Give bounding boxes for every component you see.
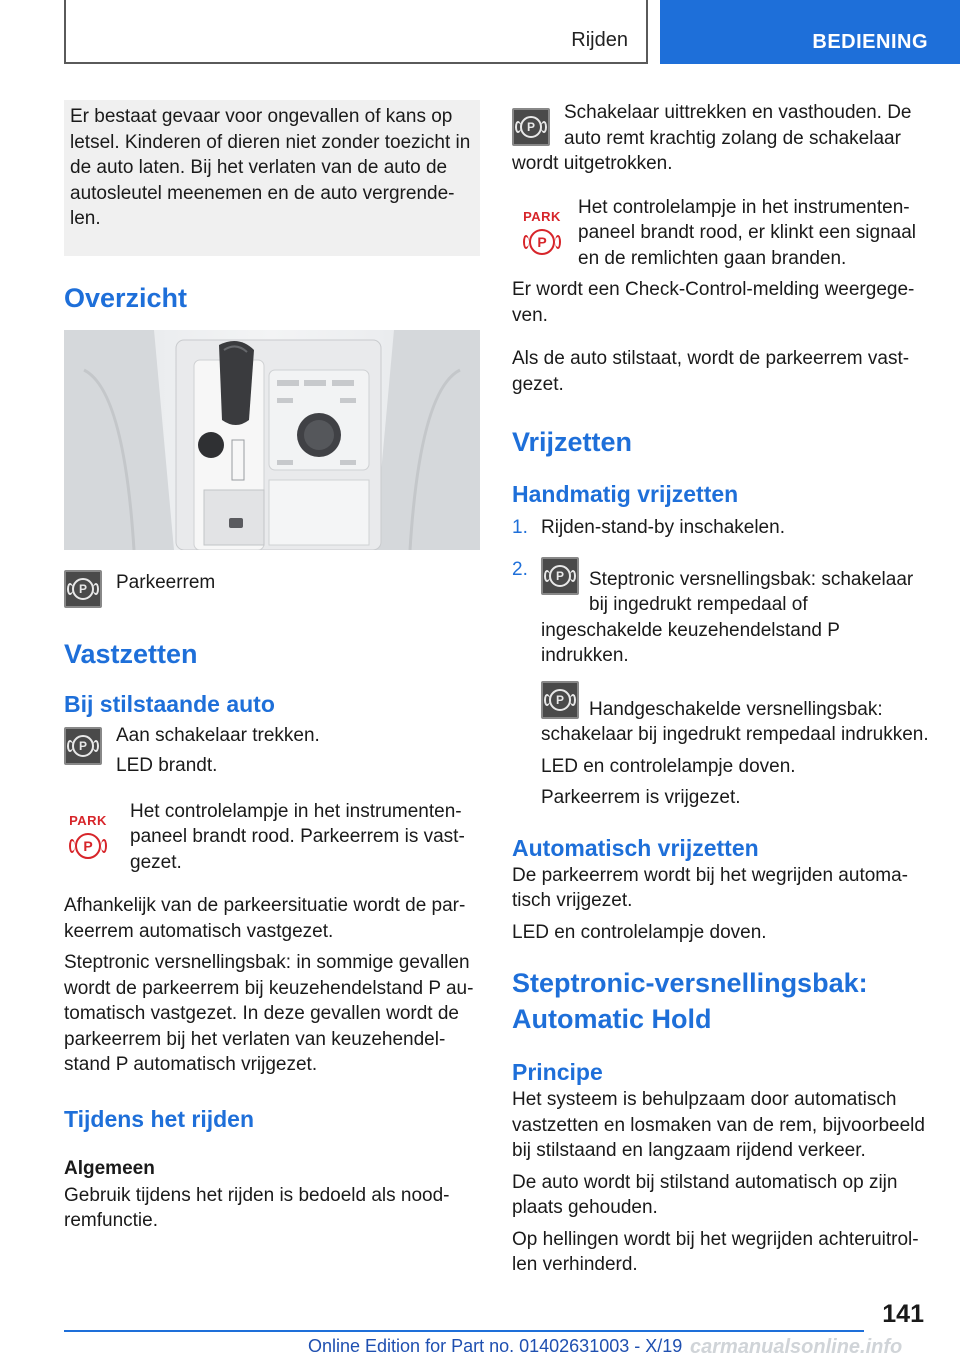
overview-heading: Overzicht (64, 282, 188, 313)
chapter-title: BEDIENING (812, 31, 928, 53)
warning-text: Er bestaat gevaar voor ongevallen of kans op letsel. Kinderen of dieren niet zonder toezicht in de auto laten. Bij het verlaten van de auto de autosleutel meenemen en de auto vergrende-len. (70, 106, 471, 229)
hold-text-1: Het systeem is behulpzaam door automatisch vastzetten en losmaken van de rem, bijvoorbeeld bij stilstaand en langzaam rijdend verkeer. (512, 1089, 925, 1161)
page-number: 141 (882, 1300, 924, 1328)
right-warning-row (512, 195, 928, 272)
pull-step (64, 723, 480, 779)
warning-light-text: Het controlelampje in het instrumenten-paneel brandt rood. Parkeerrem is vast-gezet. (130, 800, 465, 873)
right-column (512, 100, 928, 1278)
parking-brake-icon: P (64, 727, 102, 765)
right-warning-text: Het controlelampje in het instrumenten-paneel brandt rood, er klinkt een signaal en de remlichten gaan branden. (578, 196, 917, 269)
hold-text-3: Op hellingen wordt bij het wegrijden achteruitrol-len verhinderd. (512, 1228, 919, 1275)
release-step-2: 2. P Steptronic versnellingsbak: schakelaar bij ingedrukt rempedaal of ingeschakelde keuzehendelstand P indrukken. (512, 557, 928, 669)
park-warning-icon: PARK P (518, 209, 566, 261)
pull-hold-text: Schakelaar uittrekken en vasthouden. De auto remt krachtig zolang de schakelaar wordt uitgetrokken. (512, 102, 912, 174)
stilstaand-heading: Bij stilstaande auto (64, 690, 275, 717)
release-step-1-text: Rijden-stand-by inschakelen. (541, 517, 785, 538)
warning-box (64, 100, 480, 256)
header-box (64, 0, 648, 64)
hold-heading: Steptronic-versnellingsbak: Automatic Hold (512, 968, 868, 1034)
warning-light-row (64, 799, 480, 876)
auto-led-text: LED en controlelampje doven. (512, 921, 767, 943)
manual-gearbox (512, 681, 928, 811)
manual-gearbox-text: Handgeschakelde versnellingsbak: schakelaar bij ingedrukt rempedaal indrukken. (541, 698, 929, 745)
auto-apply-text: Afhankelijk van de parkeersituatie wordt de par-keerrem automatisch vastgezet. (64, 895, 466, 942)
edition-text: Online Edition for Part no. 01402631003 - X/19 (308, 1336, 683, 1356)
released-text: Parkeerrem is vrijgezet. (541, 787, 741, 808)
parking-brake-icon: P (512, 108, 550, 146)
pull-step-text: Aan schakelaar trekken. (116, 724, 320, 746)
release-step-1: 1. Rijden-stand-by inschakelen. (512, 515, 928, 541)
handmatig-heading: Handmatig vrijzetten (512, 481, 739, 507)
parking-brake-icon: P (541, 557, 579, 595)
check-control-text: Er wordt een Check-Control-melding weergege-ven. (512, 279, 915, 326)
led-off-text: LED en controlelampje doven. (541, 755, 796, 777)
watermark: carmanualsonline.info (690, 1336, 903, 1358)
vastzetten-heading: Vastzetten (64, 638, 198, 669)
release-step-2-text: Steptronic versnellingsbak: schakelaar bij ingedrukt rempedaal of ingeschakelde keuzehendelstand P indrukken. (541, 568, 914, 666)
footer-rule (64, 1330, 864, 1332)
pull-hold-row (512, 100, 928, 177)
park-warning-icon: PARK P (64, 813, 112, 865)
led-text: LED brandt. (116, 755, 218, 776)
hold-text-2: De auto wordt bij stilstand automatisch op zijn plaats gehouden. (512, 1171, 898, 1218)
tijdens-heading: Tijdens het rijden (64, 1105, 254, 1132)
algemeen-heading: Algemeen (64, 1157, 155, 1179)
release-steps (512, 515, 928, 811)
standstill-text: Als de auto stilstaat, wordt de parkeerrem vast-gezet. (512, 348, 910, 395)
console-photo (64, 330, 480, 550)
vrijzetten-heading: Vrijzetten (512, 427, 633, 457)
section-title: Rijden (571, 29, 628, 51)
principe-heading: Principe (512, 1059, 603, 1085)
caption-row (64, 570, 480, 612)
chapter-tab (660, 0, 960, 64)
tijdens-text: Gebruik tijdens het rijden is bedoeld als nood-remfunctie. (64, 1184, 450, 1231)
parking-brake-icon: P (541, 681, 579, 719)
parking-brake-icon: P (64, 570, 102, 608)
caption-text: Parkeerrem (116, 571, 216, 593)
console-illustration (64, 330, 480, 550)
auto-release-text: De parkeerrem wordt bij het wegrijden automa-tisch vrijgezet. (512, 864, 909, 911)
steptronic-text: Steptronic versnellingsbak: in sommige gevallen wordt de parkeerrem bij keuzehendelstand P au-tomatisch vastgezet. In deze gevallen wordt de parkeerrem bij het verlaten van keuzehendel-stand P automatisch vrijgezet. (64, 952, 474, 1075)
left-column (64, 100, 480, 1234)
automatisch-heading: Automatisch vrijzetten (512, 834, 759, 861)
